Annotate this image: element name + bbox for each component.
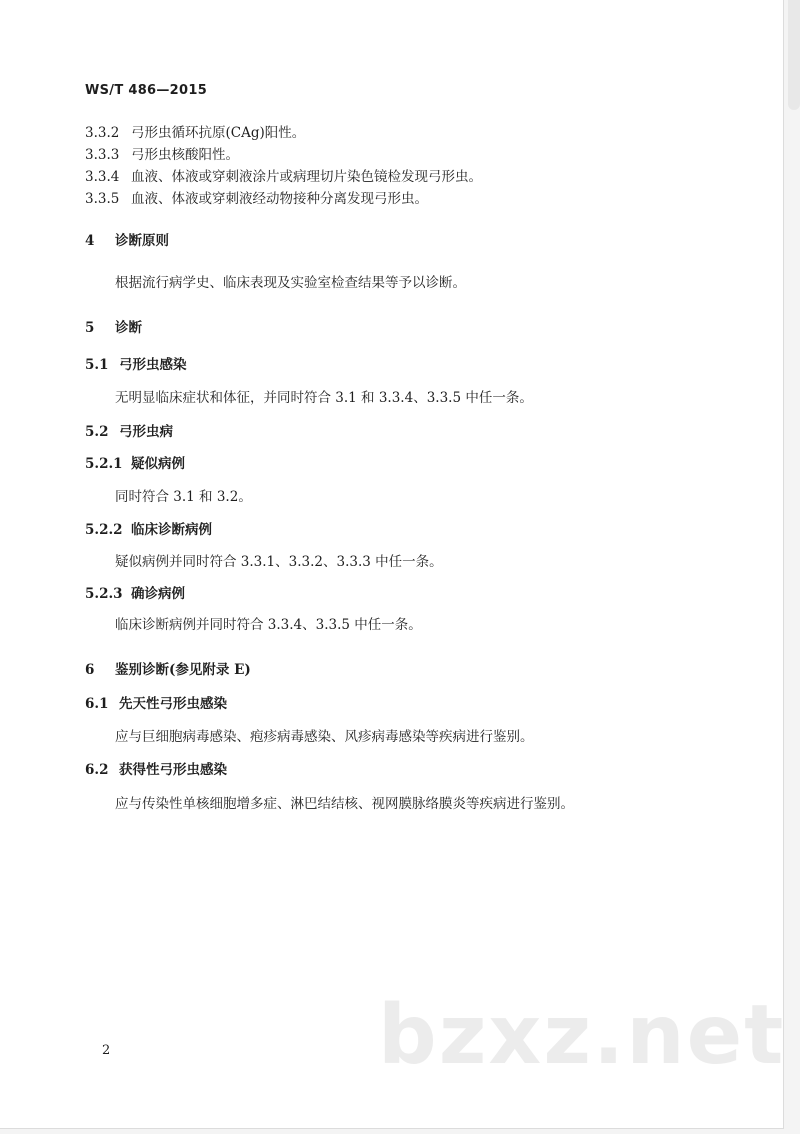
- section-number: 6.2: [85, 762, 109, 778]
- section-6-1-body: 应与巨细胞病毒感染、疱疹病毒感染、风疹病毒感染等疾病进行鉴别。: [115, 729, 534, 745]
- section-5-2-heading: [85, 420, 173, 440]
- clause-text: 弓形虫核酸阳性。: [131, 147, 239, 163]
- watermark: bzxz.net: [378, 988, 786, 1083]
- section-number: 4: [85, 233, 95, 249]
- section-title: 先天性弓形虫感染: [119, 696, 227, 712]
- section-6-heading: [85, 658, 251, 678]
- section-number: 5.2.3: [85, 586, 123, 602]
- clause-text: 血液、体液或穿刺液经动物接种分离发现弓形虫。: [131, 191, 428, 207]
- clause-text: 弓形虫循环抗原(CAg)阳性。: [131, 125, 306, 141]
- section-5-2-2-body: 疑似病例并同时符合 3.3.1、3.3.2、3.3.3 中任一条。: [115, 554, 443, 570]
- clause-number: 3.3.5: [85, 191, 120, 207]
- section-5-heading: [85, 316, 142, 336]
- section-title: 鉴别诊断(参见附录 E): [115, 662, 251, 678]
- clause-number: 3.3.4: [85, 169, 120, 185]
- section-title: 获得性弓形虫感染: [119, 762, 227, 778]
- section-5-2-3-heading: [85, 582, 185, 602]
- section-title: 确诊病例: [131, 586, 185, 602]
- section-5-2-1-body: 同时符合 3.1 和 3.2。: [115, 489, 252, 505]
- section-number: 5.2: [85, 424, 109, 440]
- section-5-2-3-body: 临床诊断病例并同时符合 3.3.4、3.3.5 中任一条。: [115, 617, 422, 633]
- clause-3-3-2: [85, 121, 305, 141]
- section-4-body: 根据流行病学史、临床表现及实验室检查结果等予以诊断。: [115, 275, 466, 291]
- scrollbar[interactable]: [788, 0, 800, 110]
- section-title: 临床诊断病例: [131, 522, 212, 538]
- section-title: 诊断原则: [115, 233, 169, 249]
- clause-3-3-5: [85, 187, 428, 207]
- section-title: 诊断: [115, 320, 142, 336]
- section-number: 5: [85, 320, 95, 336]
- section-5-1-heading: [85, 353, 187, 373]
- section-number: 5.2.2: [85, 522, 123, 538]
- section-6-2-body: 应与传染性单核细胞增多症、淋巴结结核、视网膜脉络膜炎等疾病进行鉴别。: [115, 796, 574, 812]
- section-title: 弓形虫病: [119, 424, 173, 440]
- section-5-2-2-heading: [85, 518, 212, 538]
- clause-text: 血液、体液或穿刺液涂片或病理切片染色镜检发现弓形虫。: [131, 169, 482, 185]
- section-5-2-1-heading: [85, 452, 185, 472]
- clause-3-3-4: [85, 165, 482, 185]
- section-6-1-heading: [85, 692, 227, 712]
- section-number: 5.1: [85, 357, 109, 373]
- document-code: WS/T 486—2015: [85, 83, 208, 98]
- section-5-1-body: 无明显临床症状和体征，并同时符合 3.1 和 3.3.4、3.3.5 中任一条。: [115, 390, 533, 406]
- page-number: 2: [102, 1043, 111, 1058]
- clause-number: 3.3.3: [85, 147, 120, 163]
- section-number: 6: [85, 662, 95, 678]
- section-6-2-heading: [85, 758, 227, 778]
- section-number: 6.1: [85, 696, 109, 712]
- clause-3-3-3: [85, 143, 239, 163]
- clause-number: 3.3.2: [85, 125, 120, 141]
- section-title: 弓形虫感染: [119, 357, 187, 373]
- section-4-heading: [85, 229, 169, 249]
- section-title: 疑似病例: [131, 456, 185, 472]
- section-number: 5.2.1: [85, 456, 123, 472]
